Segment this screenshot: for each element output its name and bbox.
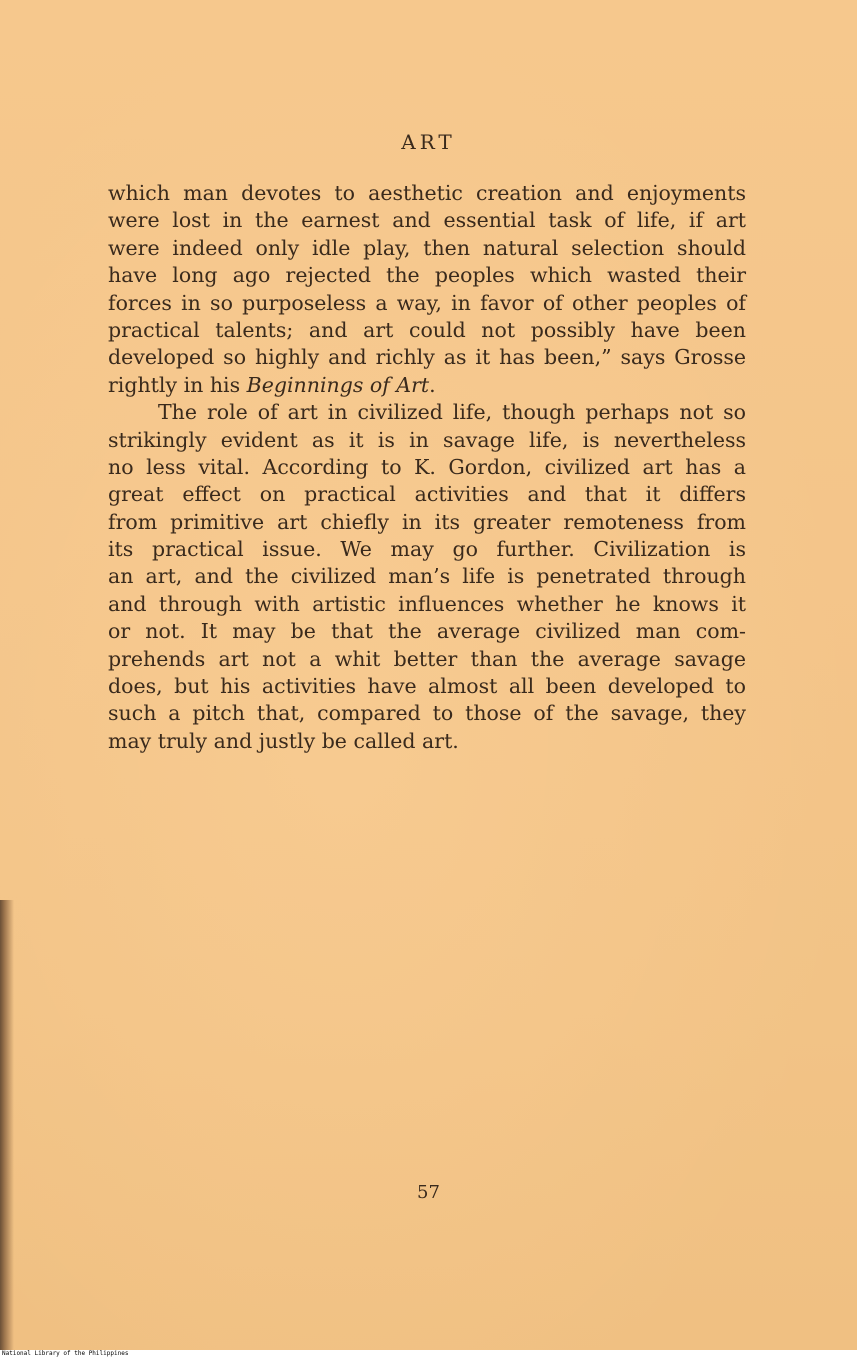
text-line: forces in so purposeless a way, in favor of other peoples of <box>108 290 746 315</box>
text-line: strikingly evident as it is in savage life, is nevertheless <box>108 427 746 452</box>
text-line: were lost in the earnest and essential task of life, if art <box>108 208 746 233</box>
text-line: developed so highly and richly as it has been,” says Grosse <box>108 345 746 370</box>
text-line: and through with artistic influences whether he knows it <box>108 591 746 616</box>
text-line: practical talents; and art could not possibly have been <box>108 317 746 342</box>
text-fragment: rightly in his <box>108 372 247 397</box>
text-line: does, but his activities have almost all been developed to <box>108 674 746 699</box>
book-title: Beginnings of Art <box>246 372 430 397</box>
text-line: have long ago rejected the peoples which wasted their <box>108 263 746 288</box>
running-head: ART <box>401 130 456 154</box>
text-line: its practical issue. We may go further. Civilization is <box>108 537 746 562</box>
text-line: great effect on practical activities and that it differs <box>108 482 746 507</box>
text-fragment: . <box>429 372 436 397</box>
text-line: or not. It may be that the average civilized man com- <box>108 619 746 644</box>
text-line: such a pitch that, compared to those of the savage, they <box>108 701 746 726</box>
text-line: no less vital. According to K. Gordon, civilized art has a <box>108 454 746 479</box>
text-line: from primitive art chiefly in its greater remoteness from <box>108 509 746 534</box>
text-line <box>108 372 746 399</box>
text-line: The role of art in civilized life, though perhaps not so <box>158 400 746 425</box>
body-text <box>108 180 746 755</box>
text-line: were indeed only idle play, then natural selection should <box>108 235 746 260</box>
text-line: which man devotes to aesthetic creation and enjoyments <box>108 181 746 205</box>
text-line: prehends art not a whit better than the average savage <box>108 646 746 671</box>
footer-credit: National Library of the Philippines <box>0 1350 857 1358</box>
page-number: 57 <box>417 1182 440 1203</box>
page-edge-shadow <box>0 900 14 1350</box>
text-line: an art, and the civilized man’s life is penetrated through <box>108 564 746 589</box>
text-line: may truly and justly be called art. <box>108 728 459 753</box>
